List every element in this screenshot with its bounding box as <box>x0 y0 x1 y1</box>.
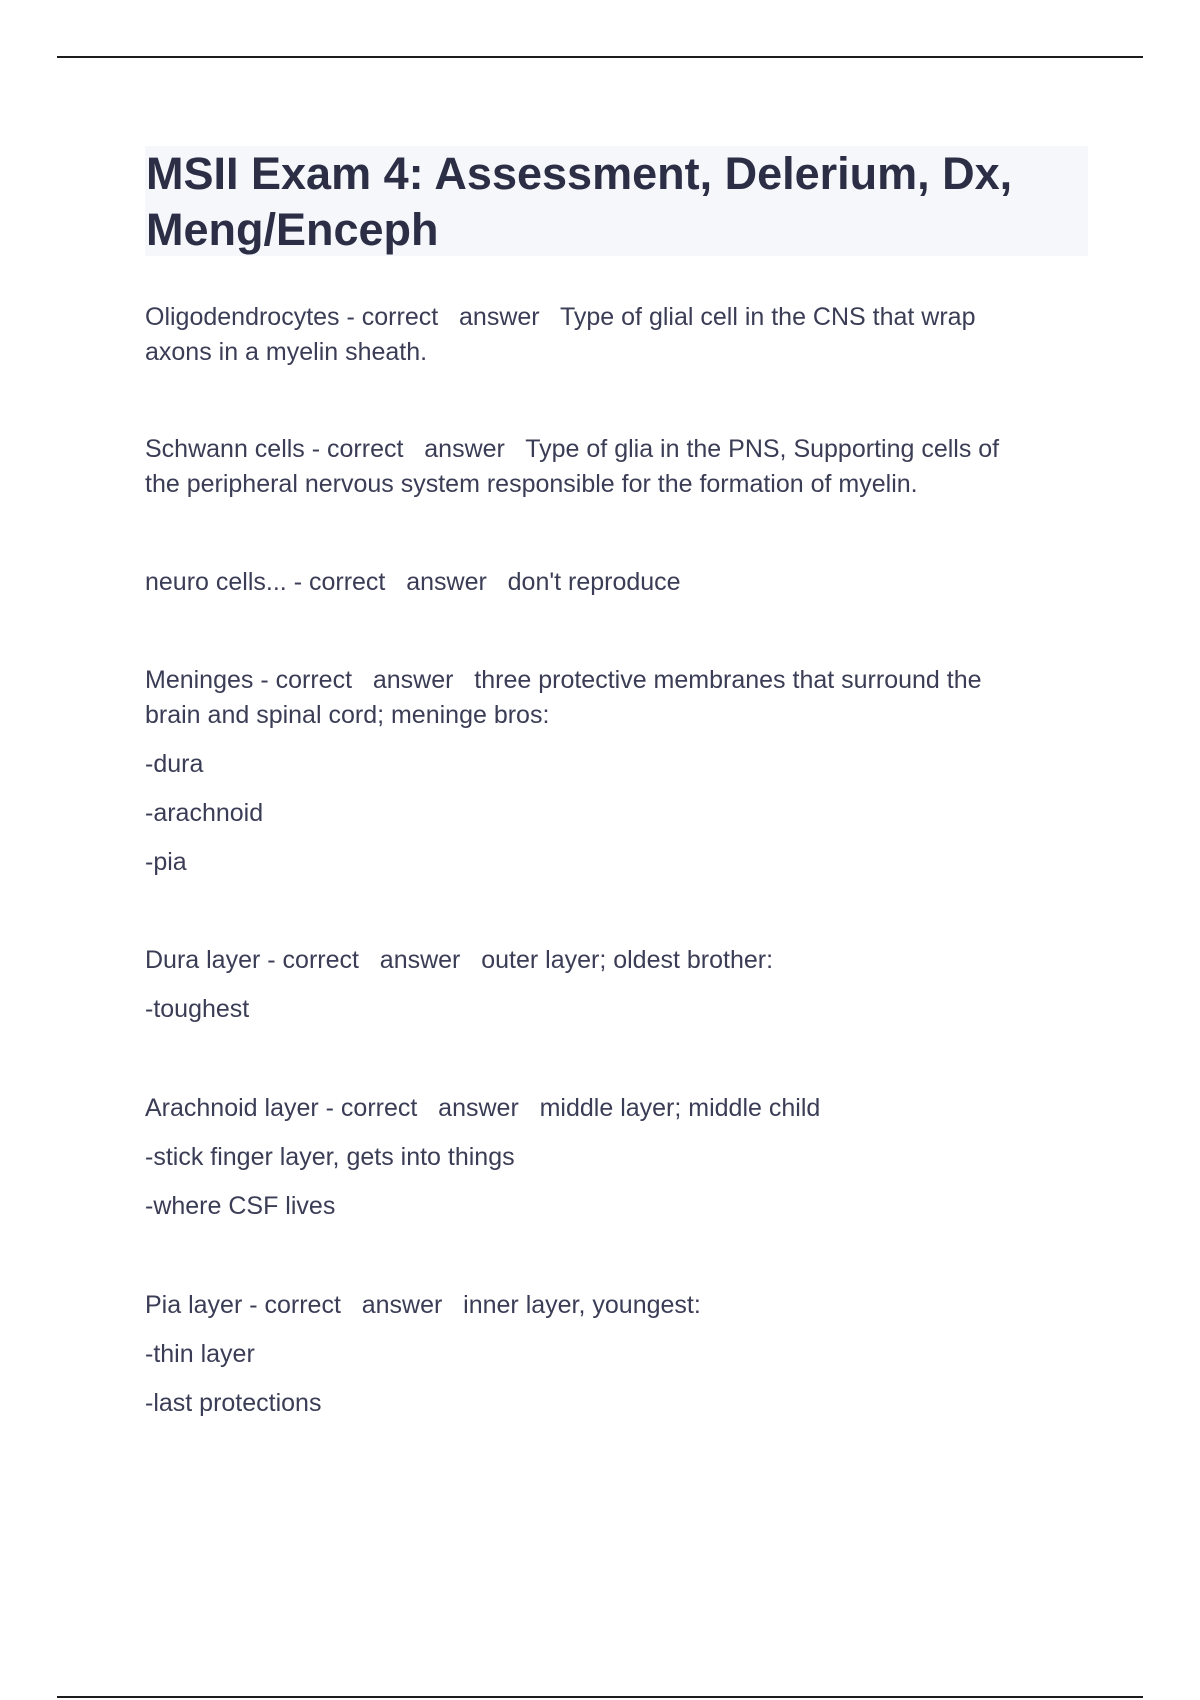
top-page-rule <box>57 56 1143 58</box>
flashcard-entry <box>145 663 1085 880</box>
entry-definition-line: axons in a myelin sheath. <box>145 338 428 366</box>
title-line-1: MSII Exam 4: Assessment, Delerium, Dx, <box>146 148 1013 199</box>
flashcard-entry <box>145 943 1085 1027</box>
entry-definition-line: brain and spinal cord; meninge bros: <box>145 701 550 729</box>
document-title <box>145 146 1088 256</box>
entry-definition-line: the peripheral nervous system responsible for the formation of myelin. <box>145 470 918 498</box>
entry-bullet: -thin layer <box>145 1340 255 1368</box>
entry-text <box>145 1288 1085 1323</box>
entry-bullet: -dura <box>145 750 204 778</box>
bottom-page-rule <box>57 1696 1143 1698</box>
entry-bullet: -pia <box>145 848 187 876</box>
entry-bullet: -toughest <box>145 995 250 1023</box>
entry-definition-line: outer layer; oldest brother: <box>481 946 774 974</box>
entry-connector: - correct answer <box>242 1291 464 1319</box>
entry-definition-line: inner layer, youngest: <box>463 1291 701 1319</box>
entry-bullet: -stick finger layer, gets into things <box>145 1143 515 1171</box>
entry-connector: - correct answer <box>339 303 560 331</box>
entry-term: Dura layer <box>145 946 261 974</box>
entry-text <box>145 1091 1085 1126</box>
entry-definition-line: middle layer; middle child <box>539 1094 821 1122</box>
entry-connector: - correct answer <box>260 946 482 974</box>
entry-term: neuro cells... <box>145 568 287 596</box>
entry-text <box>145 432 1085 502</box>
entry-term: Schwann cells <box>145 435 305 463</box>
entry-text <box>145 663 1085 733</box>
entry-definition-line: don't reproduce <box>507 568 681 596</box>
entry-connector: - correct answer <box>286 568 508 596</box>
entry-connector: - correct answer <box>253 666 475 694</box>
entry-term: Meninges <box>145 666 254 694</box>
title-line-2: Meng/Enceph <box>146 204 439 255</box>
entry-definition-line: Type of glia in the PNS, Supporting cells of <box>525 435 1000 463</box>
entry-connector: - correct answer <box>304 435 526 463</box>
flashcard-entry <box>145 1091 1085 1224</box>
entry-term: Pia layer <box>145 1291 243 1319</box>
flashcard-entry <box>145 300 1085 370</box>
entry-definition-line: three protective membranes that surround the <box>474 666 982 694</box>
entry-definition-line: Type of glial cell in the CNS that wrap <box>560 303 976 331</box>
entry-bullet: -where CSF lives <box>145 1192 336 1220</box>
entry-term: Oligodendrocytes <box>145 303 340 331</box>
flashcard-entry <box>145 565 1085 600</box>
entry-text <box>145 565 1085 600</box>
entry-term: Arachnoid layer <box>145 1094 319 1122</box>
entry-bullet: -arachnoid <box>145 799 264 827</box>
flashcard-entry <box>145 1288 1085 1421</box>
entry-connector: - correct answer <box>318 1094 540 1122</box>
flashcard-entry <box>145 432 1085 502</box>
entry-text <box>145 943 1085 978</box>
entry-text <box>145 300 1085 370</box>
flashcard-list <box>145 300 1085 1469</box>
entry-bullet: -last protections <box>145 1389 322 1417</box>
